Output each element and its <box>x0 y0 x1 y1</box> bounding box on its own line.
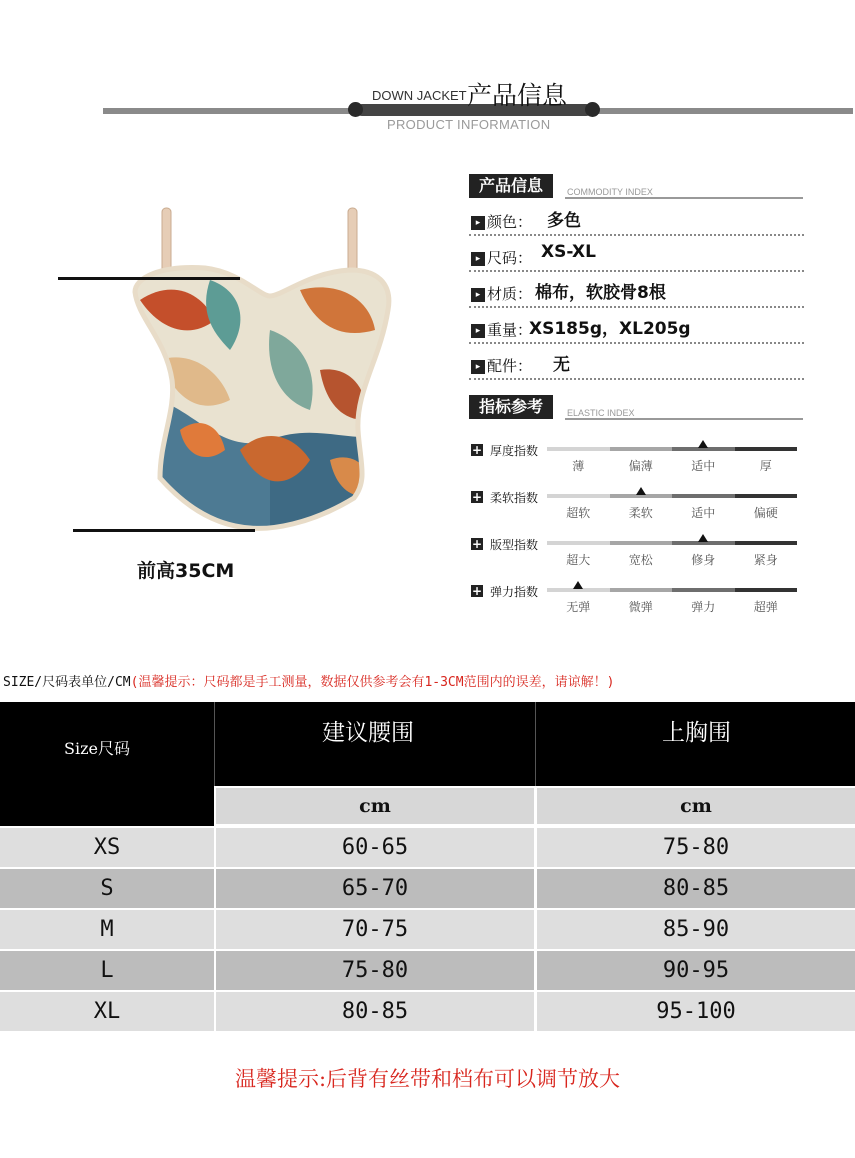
info-value: XS-XL <box>541 242 596 262</box>
header-title: 产品信息 <box>467 81 568 110</box>
triangle-arrow-icon: ▸ <box>471 252 485 266</box>
info-value: XS185g，XL205g <box>529 319 691 339</box>
index-options <box>547 457 797 474</box>
info-label: 颜色： <box>487 213 533 231</box>
unit-waist: cm <box>216 788 534 824</box>
index-option: 偏硬 <box>753 506 778 520</box>
index-option: 紧身 <box>753 553 778 567</box>
waist-cell: 75-80 <box>216 951 534 990</box>
info-value: 无 <box>553 355 570 375</box>
index-option: 适中 <box>691 506 716 520</box>
triangle-marker-icon <box>698 440 708 448</box>
waist-cell: 70-75 <box>216 910 534 949</box>
index-track <box>547 588 797 592</box>
elastic-section-title: 指标参考 <box>469 395 553 419</box>
size-notice <box>3 671 614 690</box>
index-options <box>547 504 797 521</box>
bottom-measure-line <box>73 529 255 532</box>
header-divider <box>535 702 536 786</box>
info-row-color <box>469 202 804 236</box>
plus-icon: + <box>471 490 483 504</box>
commodity-section-title: 产品信息 <box>469 174 553 198</box>
index-row <box>469 585 799 625</box>
elastic-section-rule <box>565 418 803 420</box>
unit-bust: cm <box>537 788 855 824</box>
front-height-label: 前高35CM <box>137 560 235 582</box>
table-row <box>0 869 855 909</box>
index-option: 柔软 <box>628 506 653 520</box>
bust-cell: 75-80 <box>537 828 855 867</box>
info-label: 尺码： <box>487 249 533 267</box>
info-row-accessory <box>469 346 804 380</box>
bust-cell: 85-90 <box>537 910 855 949</box>
index-option: 弹力 <box>691 600 716 614</box>
bottom-tip: 温馨提示:后背有丝带和档布可以调节放大 <box>234 1067 621 1091</box>
triangle-arrow-icon: ▸ <box>471 288 485 302</box>
index-option: 厚 <box>759 459 772 473</box>
index-options <box>547 551 797 568</box>
bustier-product-image <box>120 200 400 540</box>
index-label: 版型指数 <box>490 538 539 552</box>
waist-cell: 80-85 <box>216 992 534 1031</box>
triangle-marker-icon <box>698 534 708 542</box>
bust-cell: 95-100 <box>537 992 855 1031</box>
top-measure-line <box>58 277 240 280</box>
info-label: 材质： <box>487 285 533 303</box>
notice-warning: (温馨提示：尺码都是手工测量，数据仅供参考会有1-3CM范围内的误差，请谅解！) <box>130 675 615 690</box>
commodity-section-rule <box>565 197 803 199</box>
table-row <box>0 992 855 1032</box>
info-row-material <box>469 274 804 308</box>
index-option: 超弹 <box>753 600 778 614</box>
index-label: 厚度指数 <box>490 444 539 458</box>
info-value: 棉布，软胶骨8根 <box>535 283 666 303</box>
index-row <box>469 538 799 578</box>
size-cell: S <box>0 869 214 908</box>
bust-cell: 80-85 <box>537 869 855 908</box>
index-option: 超软 <box>566 506 591 520</box>
header-subtitle: PRODUCT INFORMATION <box>387 117 551 132</box>
triangle-arrow-icon: ▸ <box>471 216 485 230</box>
triangle-arrow-icon: ▸ <box>471 324 485 338</box>
triangle-marker-icon <box>573 581 583 589</box>
table-header-corner <box>0 786 214 826</box>
triangle-arrow-icon: ▸ <box>471 360 485 374</box>
index-row <box>469 444 799 484</box>
size-cell: XL <box>0 992 214 1031</box>
table-row <box>0 910 855 950</box>
header-divider <box>214 702 215 786</box>
header-en-label: DOWN JACKET <box>372 88 467 103</box>
elastic-section-en: ELASTIC INDEX <box>567 408 635 418</box>
commodity-section-en: COMMODITY INDEX <box>567 187 653 197</box>
triangle-marker-icon <box>636 487 646 495</box>
info-row-size <box>469 238 804 272</box>
index-option: 微弹 <box>628 600 653 614</box>
index-label: 弹力指数 <box>490 585 539 599</box>
waist-cell: 60-65 <box>216 828 534 867</box>
header-right-dot <box>585 102 600 117</box>
bust-cell: 90-95 <box>537 951 855 990</box>
header-size: Size尺码 <box>64 739 130 758</box>
index-option: 偏薄 <box>628 459 653 473</box>
table-row <box>0 951 855 991</box>
index-options <box>547 598 797 615</box>
size-cell: XS <box>0 828 214 867</box>
plus-icon: + <box>471 584 483 598</box>
info-row-weight <box>469 310 804 344</box>
index-option: 宽松 <box>628 553 653 567</box>
waist-cell: 65-70 <box>216 869 534 908</box>
index-option: 超大 <box>566 553 591 567</box>
index-track <box>547 447 797 451</box>
size-cell: M <box>0 910 214 949</box>
notice-prefix: SIZE/尺码表单位/CM <box>3 675 131 690</box>
size-table <box>0 702 855 1032</box>
plus-icon: + <box>471 537 483 551</box>
header-left-dot <box>348 102 363 117</box>
info-label: 配件： <box>487 357 533 375</box>
index-track <box>547 494 797 498</box>
index-label: 柔软指数 <box>490 491 539 505</box>
header-waist: 建议腰围 <box>322 720 414 746</box>
info-value: 多色 <box>547 211 581 231</box>
index-row <box>469 491 799 531</box>
right-strap <box>348 208 357 274</box>
index-track <box>547 541 797 545</box>
plus-icon: + <box>471 443 483 457</box>
size-cell: L <box>0 951 214 990</box>
index-option: 无弹 <box>566 600 591 614</box>
header-bust: 上胸围 <box>662 720 731 746</box>
index-option: 薄 <box>572 459 585 473</box>
info-label: 重量： <box>487 321 533 339</box>
index-option: 适中 <box>691 459 716 473</box>
table-row <box>0 828 855 868</box>
index-option: 修身 <box>691 553 716 567</box>
